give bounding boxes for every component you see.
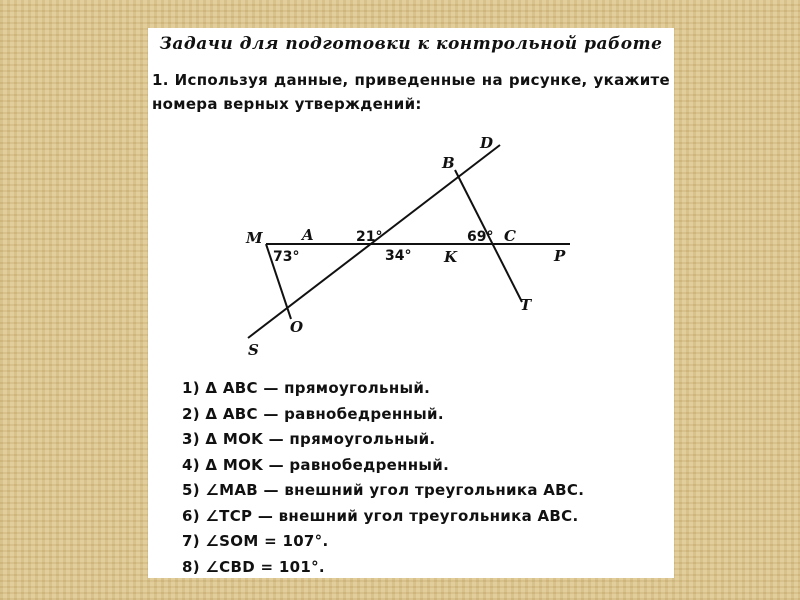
task-text: 1. Используя данные, приведенные на рисунке, укажите номера верных утверждений:: [152, 71, 670, 113]
label-point-s: S: [248, 341, 259, 359]
angle-label-a: 21°: [356, 229, 383, 245]
label-point-k: K: [444, 248, 458, 266]
sheet-title: Задачи для подготовки к контрольной работе: [159, 34, 663, 54]
label-point-t: T: [520, 296, 532, 314]
label-point-c: C: [504, 227, 516, 245]
label-point-o: O: [290, 318, 304, 336]
statement-5: 5) ∠MAB — внешний угол треугольника ABC.: [182, 481, 585, 499]
statements-list: [182, 376, 662, 580]
statement-3: 3) Δ MOK — прямоугольный.: [182, 430, 436, 448]
angle-label-k: 34°: [385, 248, 412, 264]
label-point-a: A: [302, 226, 314, 244]
statement-4: 4) Δ MOK — равнобедренный.: [182, 455, 450, 474]
statement-6: 6) ∠TCP — внешний угол треугольника ABC.: [182, 506, 579, 525]
angle-label-m: 73°: [273, 249, 300, 265]
geometry-figure: [148, 28, 674, 378]
statement-8: 8) ∠CBD = 101°.: [182, 557, 325, 576]
label-point-m: M: [246, 229, 263, 247]
label-point-d: D: [480, 134, 494, 152]
angle-label-c: 69°: [467, 229, 494, 245]
task-sheet: [148, 28, 674, 578]
statement-1: 1) Δ ABC — прямоугольный.: [182, 379, 431, 397]
statement-2: 2) Δ ABC — равнобедренный.: [182, 404, 444, 423]
label-point-p: P: [554, 247, 566, 265]
statement-7: 7) ∠SOM = 107°.: [182, 532, 329, 550]
label-point-b: B: [442, 154, 455, 172]
